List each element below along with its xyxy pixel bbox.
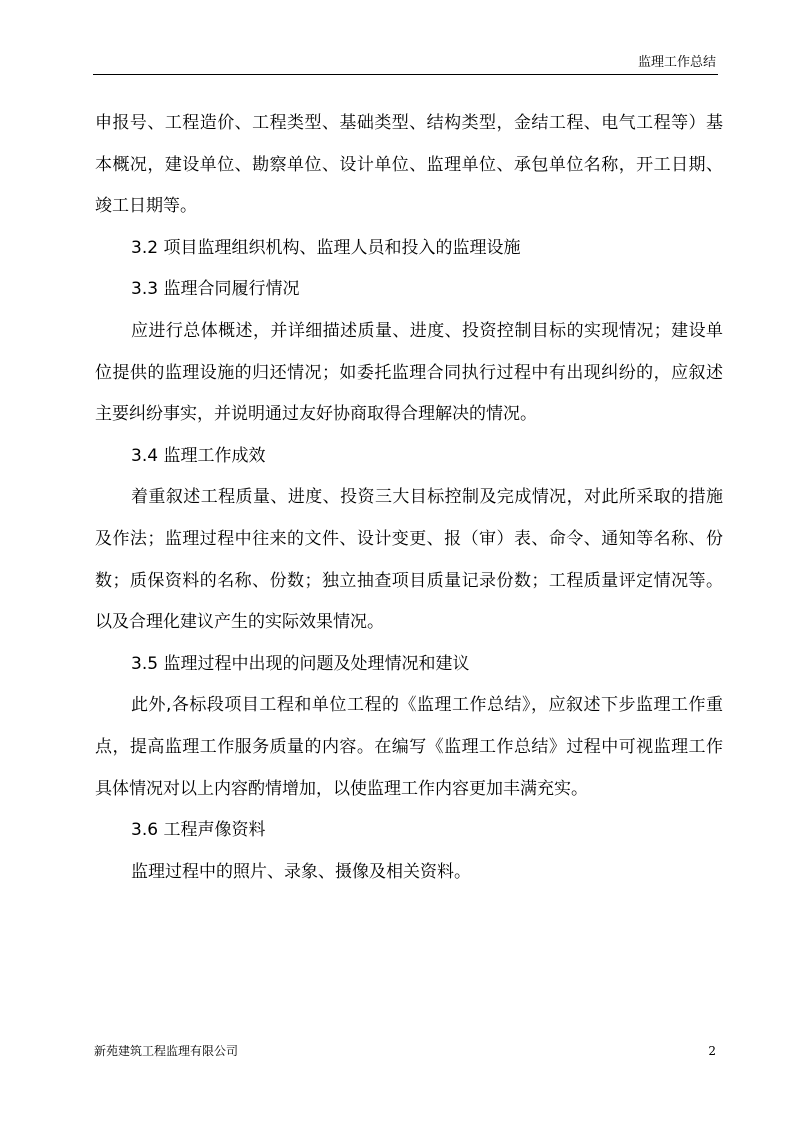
document-body: [95, 103, 723, 893]
section-heading-3-3: 3.3 监理合同履行情况: [131, 279, 300, 300]
paragraph-issues-and-suggestions: 此外,各标段项目工程和单位工程的《监理工作总结》，应叙述下步监理工作重点，提高监理工作服务质量的内容。在编写《监理工作总结》过程中可视监理工作具体情况对以上内容酌情增加，以使监理工作内容更加丰满充实。: [95, 695, 723, 799]
footer-company-name: 新苑建筑工程监理有限公司: [94, 1044, 239, 1058]
header-divider: [93, 74, 718, 75]
section-heading-3-6: 3.6 工程声像资料: [131, 820, 266, 841]
section-heading-3-5: 3.5 监理过程中出现的问题及处理情况和建议: [131, 653, 470, 674]
paragraph-work-results: 着重叙述工程质量、进度、投资三大目标控制及完成情况，对此所采取的措施及作法；监理过程中往来的文件、设计变更、报（审）表、命令、通知等名称、份数；质保资料的名称、份数；独立抽查项目质量记录份数；工程质量评定情况等。以及合理化建议产生的实际效果情况。: [95, 487, 723, 633]
running-header-title: 监理工作总结: [637, 55, 716, 70]
paragraph-audio-visual-materials: 监理过程中的照片、录象、摄像及相关资料。: [131, 861, 471, 882]
section-heading-3-2: 3.2 项目监理组织机构、监理人员和投入的监理设施: [131, 237, 521, 258]
section-heading-3-4: 3.4 监理工作成效: [131, 445, 266, 466]
paragraph-project-overview-continued: 申报号、工程造价、工程类型、基础类型、结构类型，金结工程、电气工程等）基本概况，建设单位、勘察单位、设计单位、监理单位、承包单位名称，开工日期、竣工日期等。: [95, 113, 723, 217]
paragraph-contract-performance: 应进行总体概述，并详细描述质量、进度、投资控制目标的实现情况；建设单位提供的监理设施的归还情况；如委托监理合同执行过程中有出现纠纷的，应叙述主要纠纷事实，并说明通过友好协商取得合理解决的情况。: [95, 320, 723, 425]
footer-page-number: 2: [708, 1044, 716, 1058]
